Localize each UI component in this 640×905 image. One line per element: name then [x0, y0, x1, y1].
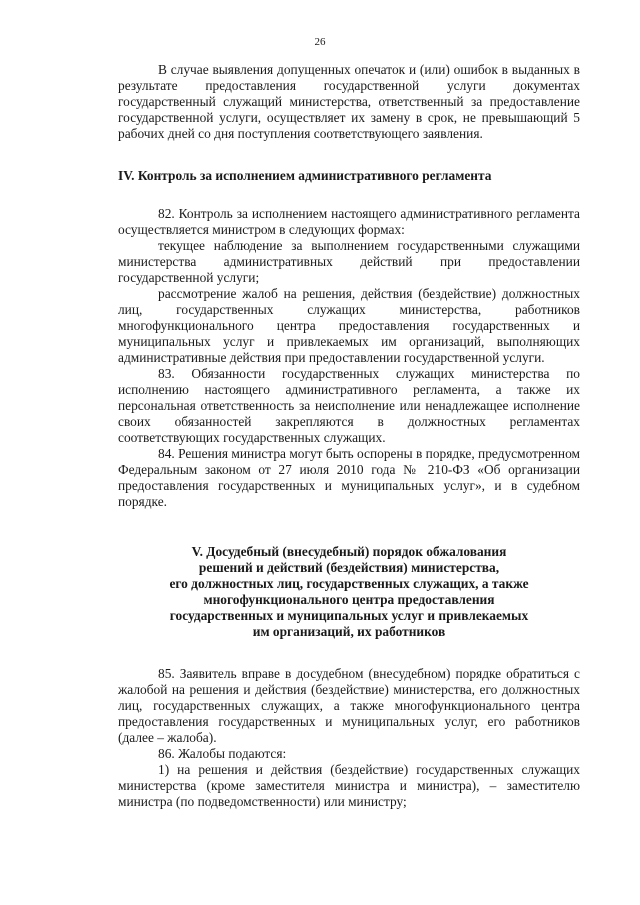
section-5-heading-line: им организаций, их работников: [252, 624, 446, 639]
section-4-heading: IV. Контроль за исполнением административного регламента: [118, 168, 492, 183]
paragraph-83: 83. Обязанности государственных служащих министерства по исполнению настоящего административного регламента, а также их персональная ответственность за неисполнение или ненадлежащее исполнение своих обязанностей закрепляются в должностных регламентах соответствующих государственных служащих.: [118, 366, 580, 445]
section-5-heading-line: его должностных лиц, государственных служащих, а также: [169, 576, 529, 591]
section-5-heading: [118, 544, 580, 640]
section-5-heading-line: многофункционального центра предоставления: [203, 592, 495, 607]
page-number: 26: [314, 36, 326, 48]
paragraph-82-form-2: рассмотрение жалоб на решения, действия (бездействие) должностных лиц, государственных служащих министерства, работников многофункционального центра предоставления государственных и муниципальных услуг и привлекаемых им организаций, выполняющих административные действия при предоставлении государственной услуги.: [118, 286, 580, 365]
paragraph-typo-correction: В случае выявления допущенных опечаток и (или) ошибок в выданных в результате предоставления государственной услуги документах государственный служащий министерства, ответственный за предоставление государственной услуги, осуществляет их замену в срок, не превышающий 5 рабочих дней со дня поступления соответствующего заявления.: [118, 62, 580, 141]
document-body: [118, 62, 580, 810]
section-5-heading-line: V. Досудебный (внесудебный) порядок обжалования: [191, 544, 507, 559]
section-5-heading-line: решений и действий (бездействия) министерства,: [198, 560, 500, 575]
paragraph-85: 85. Заявитель вправе в досудебном (внесудебном) порядке обратиться с жалобой на решения и действия (бездействие) министерства, его должностных лиц, государственных служащих, а также многофункционального центра предоставления государственных и муниципальных услуг, его работников (далее – жалоба).: [118, 666, 580, 745]
paragraph-86-item-1: 1) на решения и действия (бездействие) государственных служащих министерства (кроме заместителя министра и министра), – заместителю министра (по подведомственности) или министру;: [118, 762, 580, 809]
paragraph-82: 82. Контроль за исполнением настоящего административного регламента осуществляется министром в следующих формах:: [118, 206, 580, 237]
section-5-heading-line: государственных и муниципальных услуг и привлекаемых: [169, 608, 529, 623]
paragraph-84: 84. Решения министра могут быть оспорены в порядке, предусмотренном Федеральным законом от 27 июля 2010 года № 210-ФЗ «Об организации предоставления государственных и муниципальных услуг», и в судебном порядке.: [118, 446, 580, 509]
paragraph-86: 86. Жалобы подаются:: [158, 746, 287, 761]
paragraph-82-form-1: текущее наблюдение за выполнением государственными служащими министерства административных действий при предоставлении государственной услуги;: [118, 238, 580, 285]
